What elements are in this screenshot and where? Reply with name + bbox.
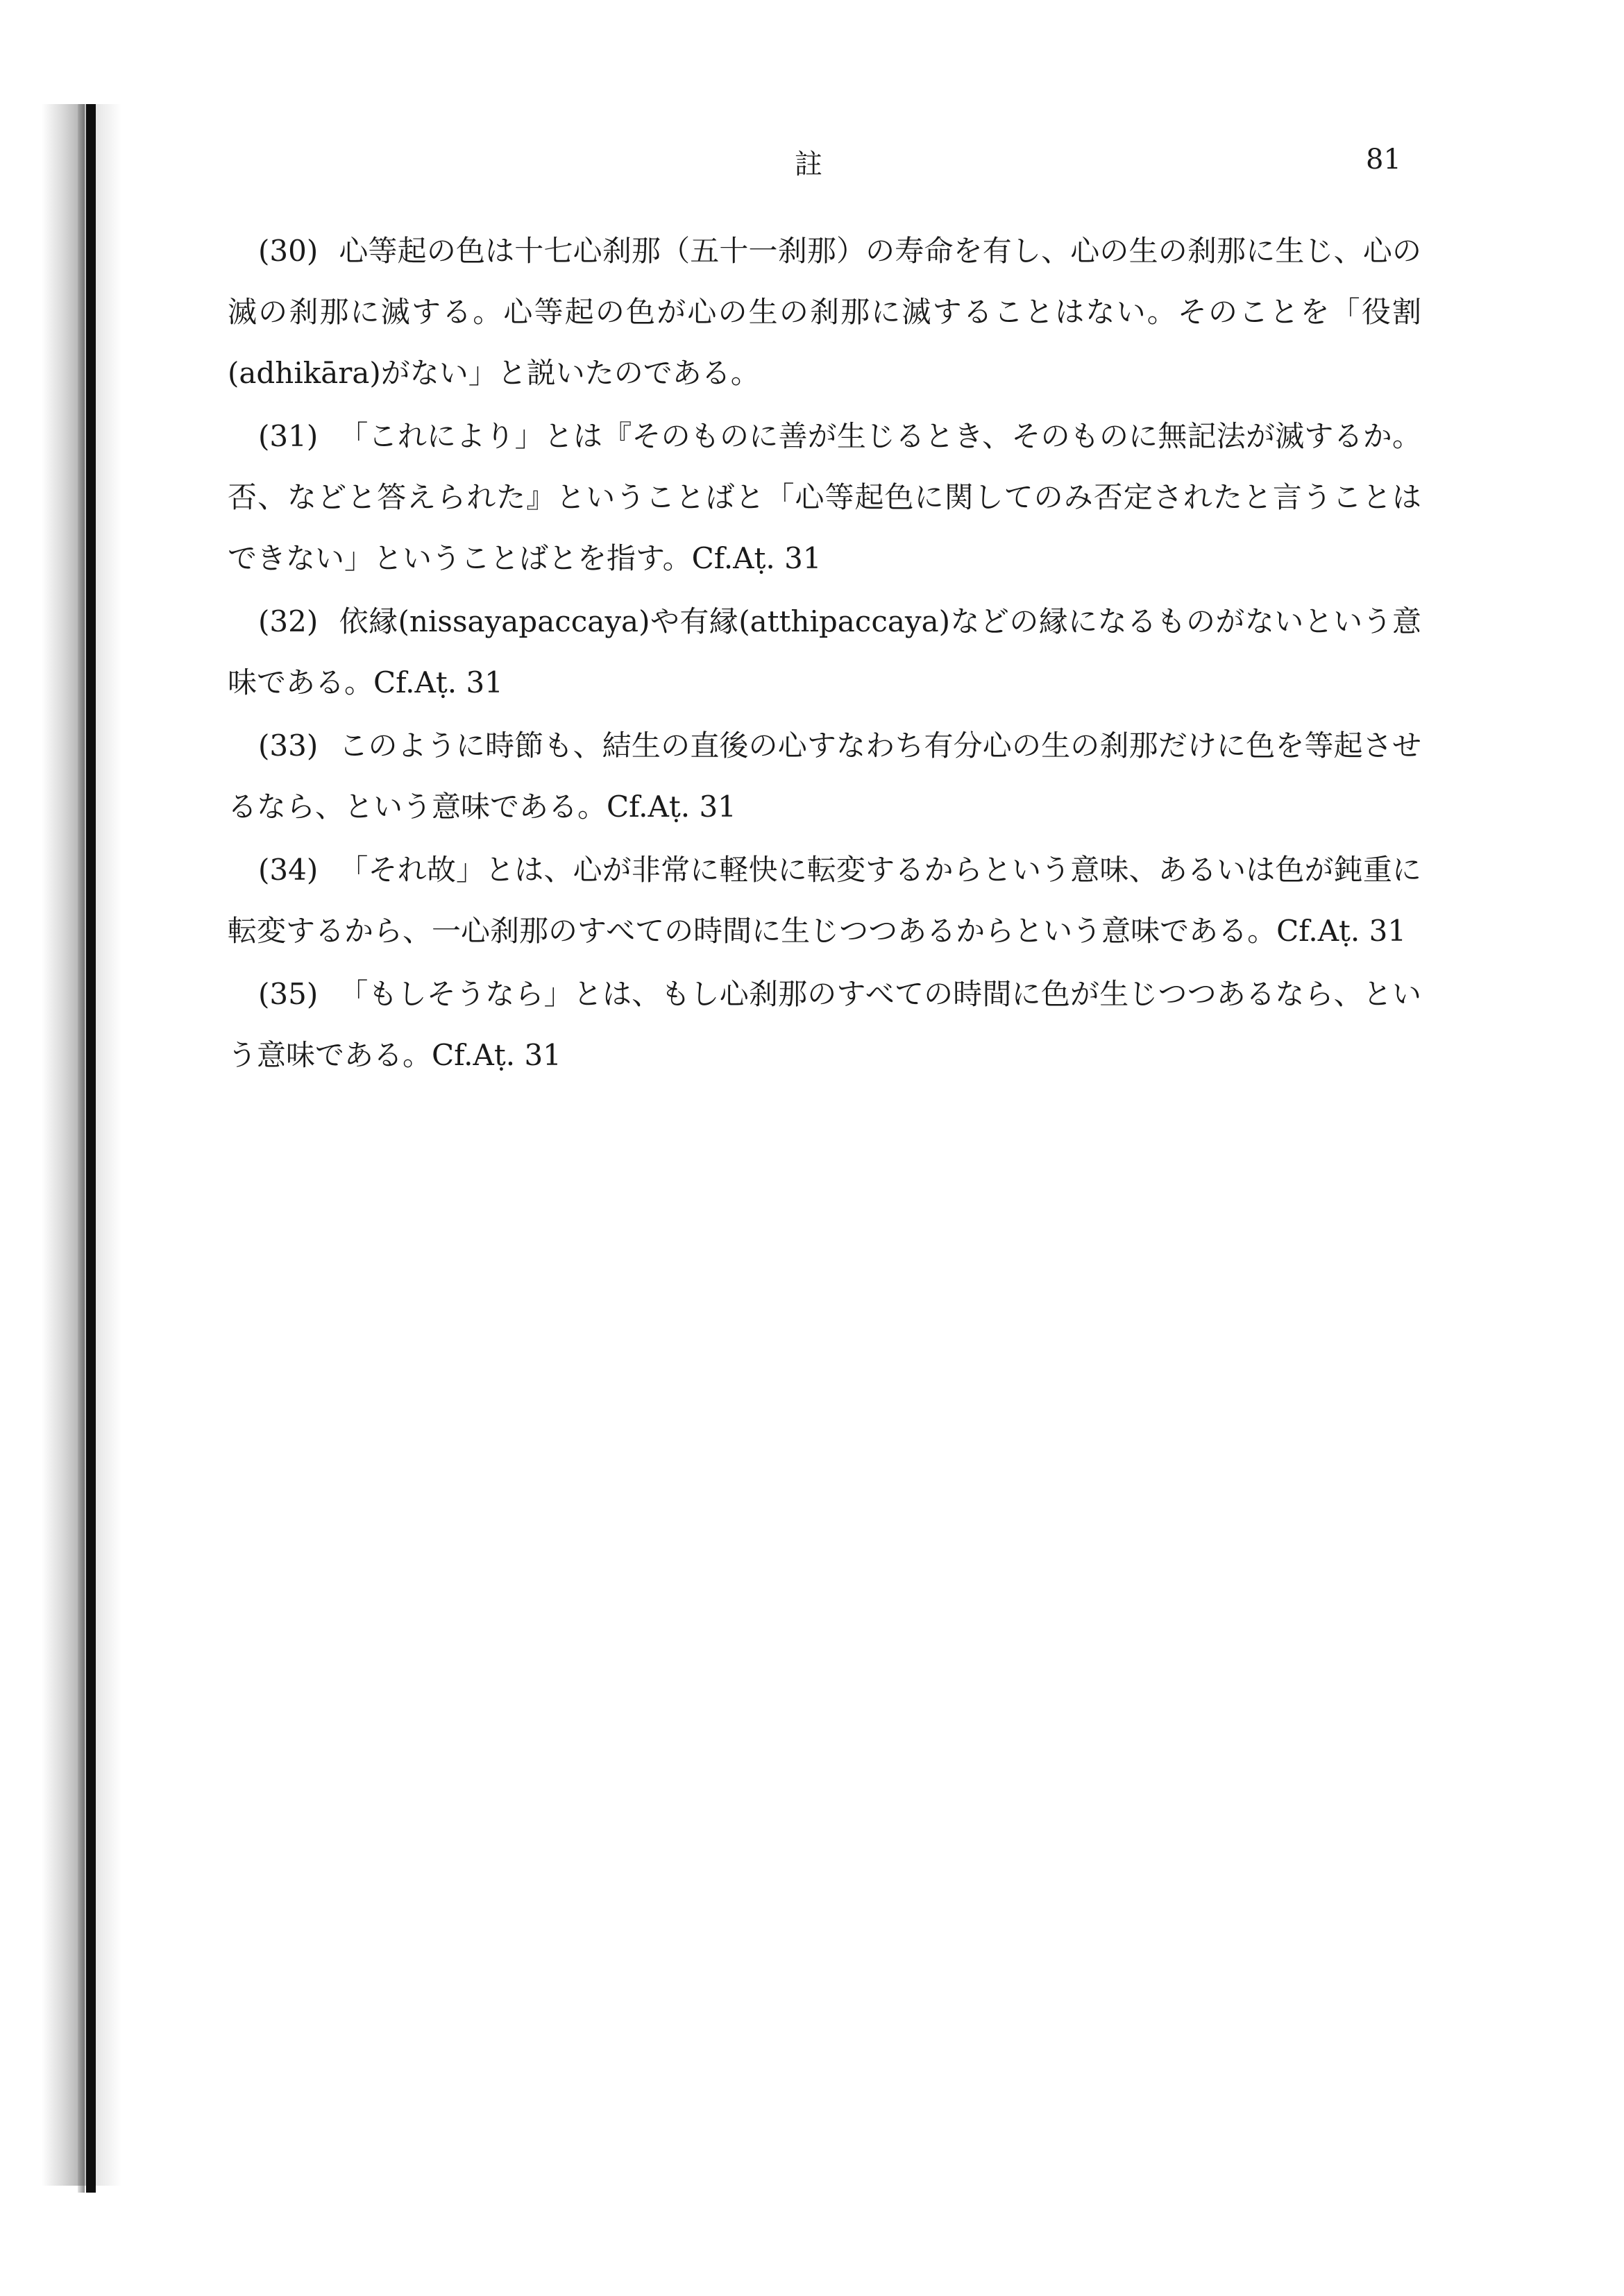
page-number: 81 [1366,144,1401,176]
note-text: 「もしそうなら」とは、もし心刹那のすべての時間に色が生じつつあるなら、という意味である。Cf.Aṭ. 31 [228,977,1421,1072]
note-number: (33) [258,729,319,763]
note-number: (32) [258,604,319,638]
note-text: 依縁(nissayapaccaya)や有縁(atthipaccaya)などの縁になるものがないという意味である。Cf.Aṭ. 31 [228,604,1421,699]
note-31 [228,406,1421,589]
binding-shadow [78,104,85,2193]
note-number: (34) [258,853,319,887]
note-34 [228,840,1421,962]
note-text: このように時節も、結生の直後の心すなわち有分心の生の刹那だけに色を等起させるなら、という意味である。Cf.Aṭ. 31 [228,729,1421,824]
note-30 [228,221,1421,404]
note-35 [228,964,1421,1086]
note-text: 心等起の色は十七心刹那（五十一刹那）の寿命を有し、心の生の刹那に生じ、心の滅の刹那に滅する。心等起の色が心の生の刹那に滅することはない。そのことを「役割(adhikāra)がない」と説いたのである。 [228,234,1421,390]
note-32 [228,591,1421,713]
binding-edge [86,104,96,2193]
note-text: 「それ故」とは、心が非常に軽快に転変するからという意味、あるいは色が鈍重に転変するから、一心刹那のすべての時間に生じつつあるからという意味である。Cf.Aṭ. 31 [228,853,1421,948]
note-number: (30) [258,234,319,268]
note-number: (35) [258,977,319,1011]
running-head: 註 [795,148,822,180]
note-33 [228,715,1421,837]
note-number: (31) [258,419,319,453]
note-text: 「これにより」とは『そのものに善が生じるとき、そのものに無記法が滅するか。否、などと答えられた』ということばと「心等起色に関してのみ否定されたと言うことはできない」ということばとを指す。Cf.Aṭ. 31 [228,419,1421,575]
notes-list [228,221,1421,1088]
